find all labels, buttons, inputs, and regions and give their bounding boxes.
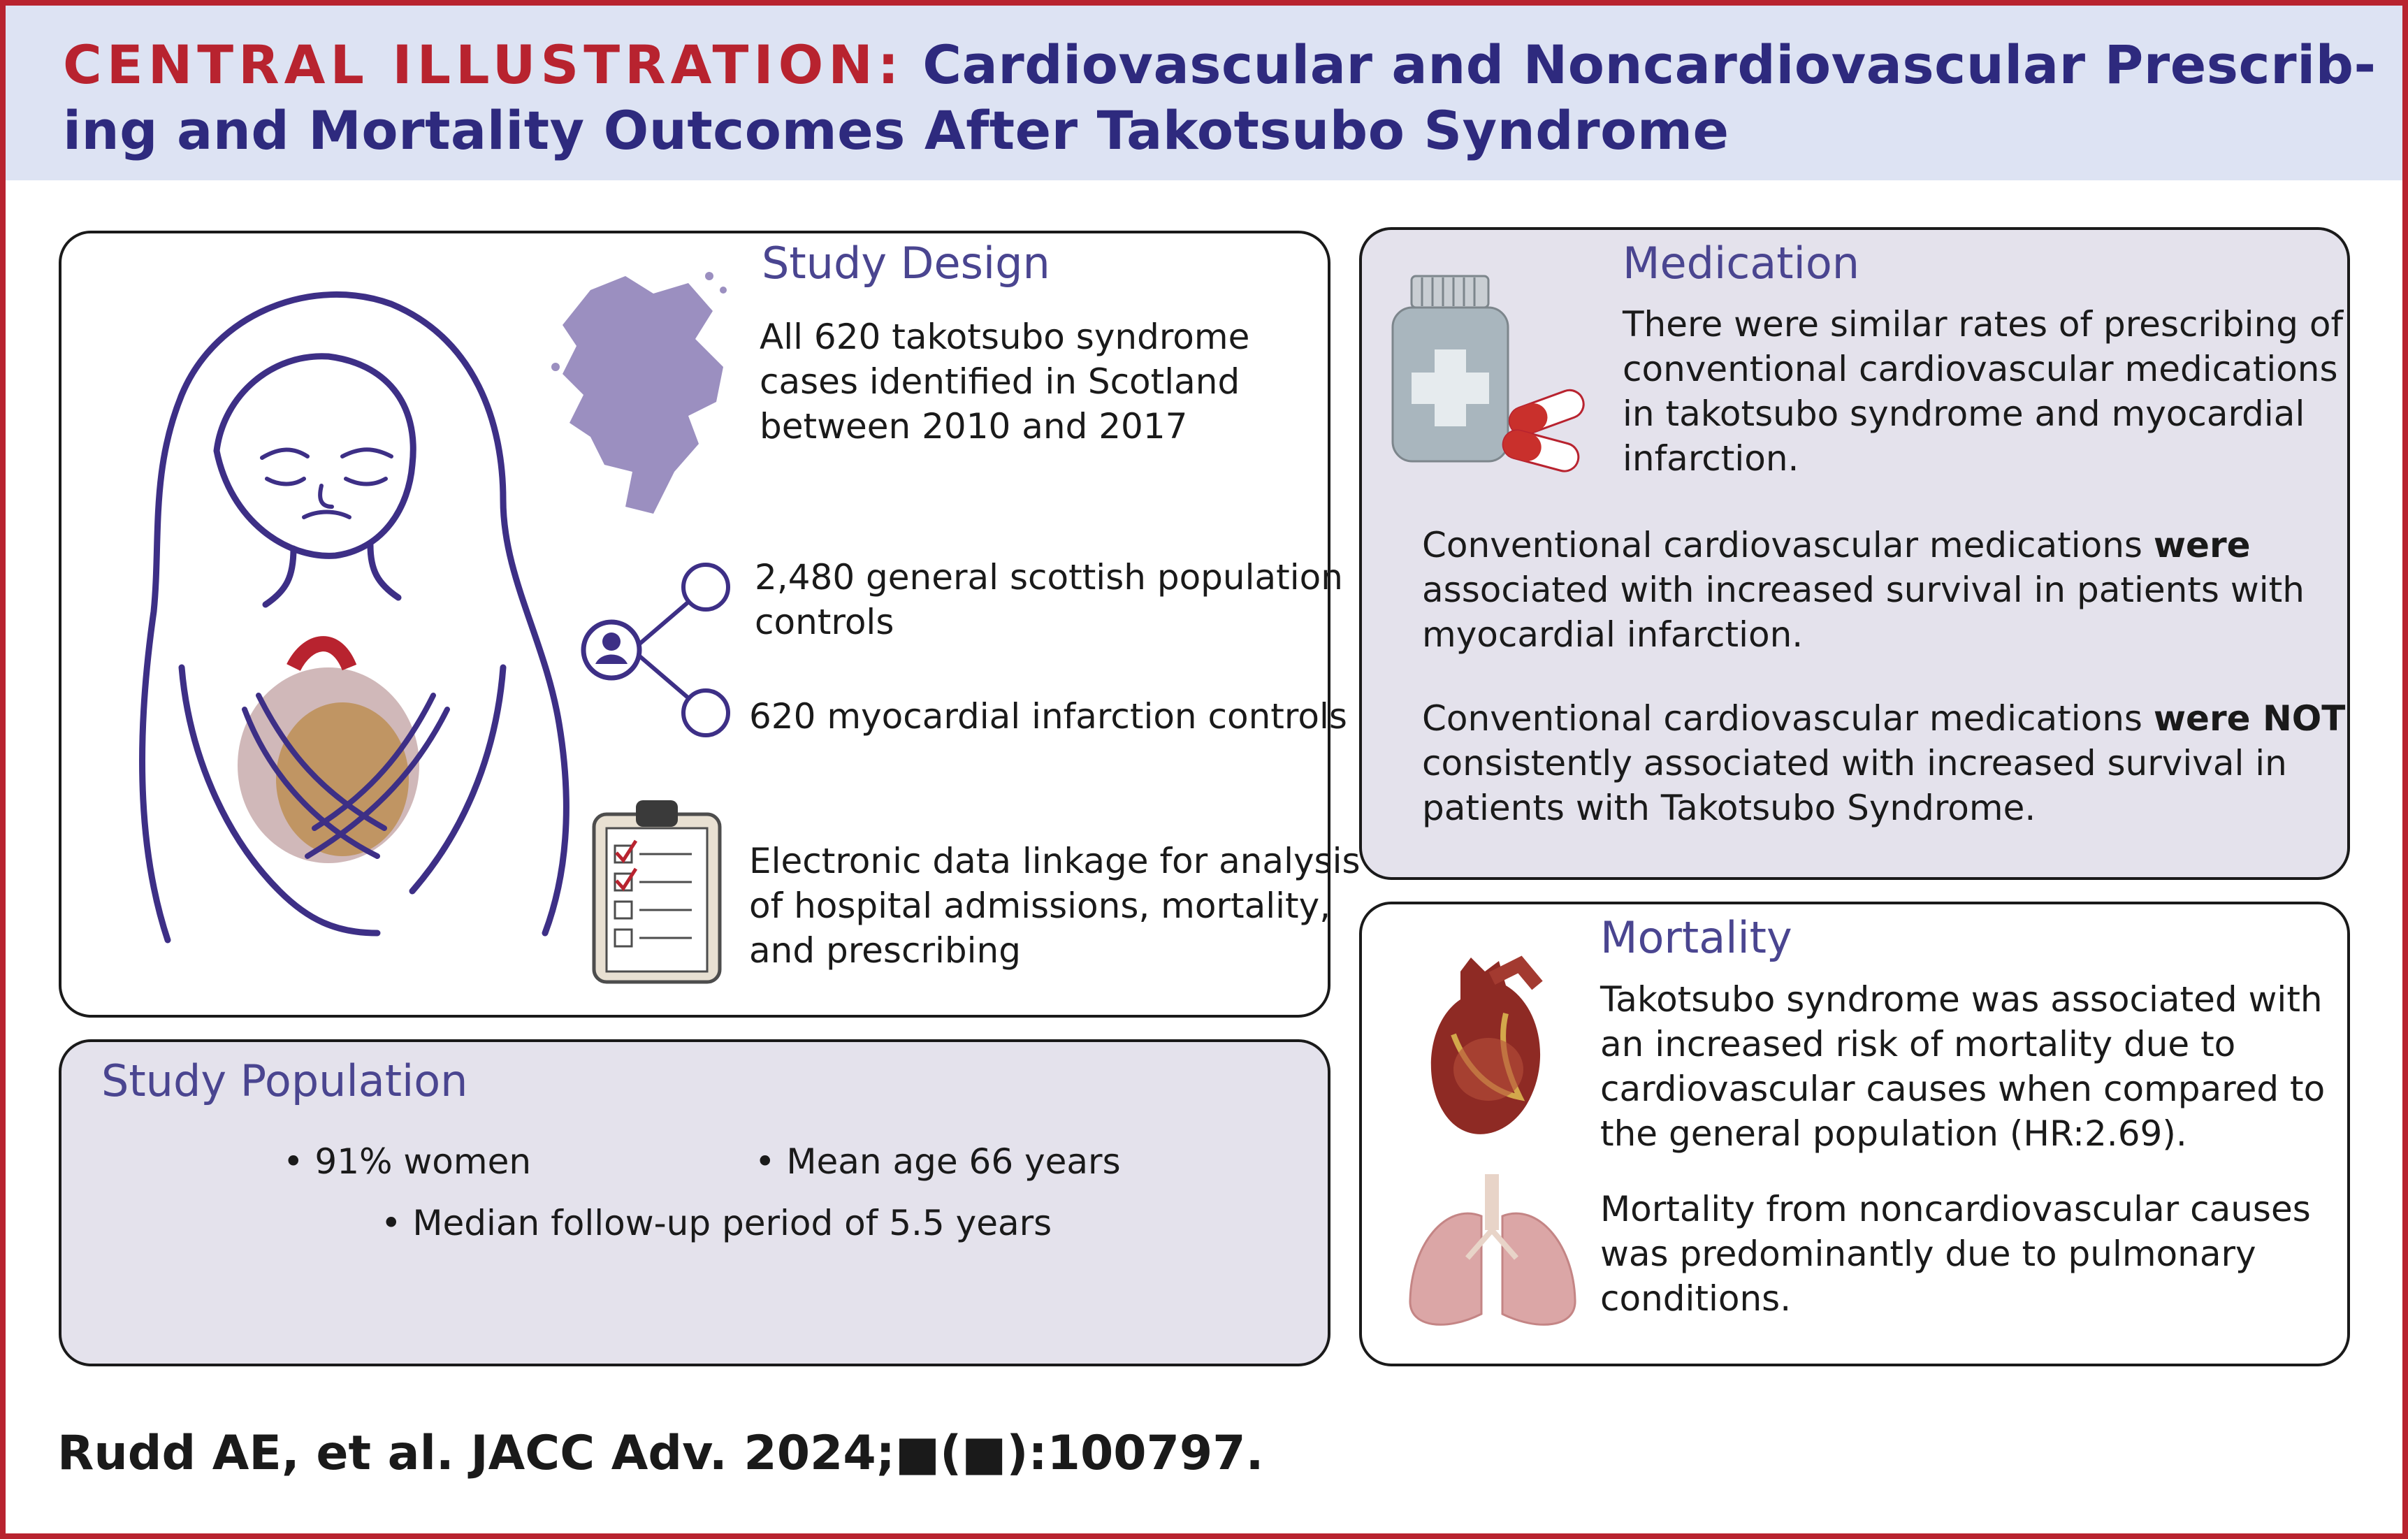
study-design-title: Study Design	[762, 238, 1050, 289]
mortality-para-2-line: conditions.	[1600, 1278, 1792, 1319]
mortality-para-1	[1600, 977, 2325, 1156]
medication-para-3-line: patients with Takotsubo Syndrome.	[1422, 788, 2036, 828]
medication-para-3-bold: were NOT	[2153, 698, 2346, 739]
citation-text: Rudd AE, et al. JACC Adv. 2024;■(■):100797.	[57, 1426, 1264, 1481]
bullet-mean-age	[755, 1139, 1121, 1184]
medication-para-2	[1422, 523, 2305, 657]
mortality-para-1-line: Takotsubo syndrome was associated with	[1600, 979, 2323, 1020]
data-linkage-text	[749, 839, 1361, 973]
mi-controls-line: 620 myocardial infarction controls	[749, 696, 1347, 737]
medication-para-2-line: associated with increased survival in patients with	[1422, 570, 2305, 610]
linkage-line: of hospital admissions, mortality,	[749, 886, 1331, 926]
header-title-part-1: Cardiovascular and Noncardiovascular Prescrib-	[922, 34, 2377, 96]
study-population-title: Study Population	[101, 1055, 468, 1106]
general-controls-line: 2,480 general scottish population	[755, 557, 1343, 598]
medication-para-1-line: infarction.	[1623, 438, 1799, 479]
mortality-para-1-line: the general population (HR:2.69).	[1600, 1113, 2187, 1154]
medication-para-1-line: There were similar rates of prescribing of	[1623, 304, 2344, 345]
mortality-para-1-line: an increased risk of mortality due to	[1600, 1024, 2236, 1064]
cases-line: cases identified in Scotland	[760, 361, 1240, 402]
general-controls-text	[755, 555, 1343, 644]
bullet-mean-age-text: • Mean age 66 years	[755, 1141, 1121, 1182]
header-title-line-2: ing and Mortality Outcomes After Takotsubo Syndrome	[63, 99, 1729, 161]
scotland-map-icon	[549, 262, 737, 528]
cases-line: between 2010 and 2017	[760, 406, 1188, 447]
woman-chest-pain-illustration	[84, 276, 587, 968]
medication-para-2-line-1	[1422, 523, 2305, 568]
cases-line: All 620 takotsubo syndrome	[760, 317, 1250, 357]
general-controls-line: controls	[755, 602, 894, 642]
bullet-women	[283, 1139, 531, 1184]
clipboard-checklist-icon	[587, 793, 727, 989]
medication-para-1-line: in takotsubo syndrome and myocardial	[1623, 393, 2305, 434]
bullet-women-text: • 91% women	[283, 1141, 532, 1182]
medication-title: Medication	[1623, 238, 1860, 289]
medication-para-1	[1623, 302, 2343, 481]
lungs-icon	[1405, 1174, 1579, 1335]
mortality-title: Mortality	[1600, 912, 1792, 963]
heart-icon	[1422, 958, 1551, 1146]
study-design-cases-text	[760, 315, 1249, 449]
medication-para-3-line: consistently associated with increased survival in	[1422, 743, 2287, 783]
linkage-line: and prescribing	[749, 930, 1021, 971]
mortality-para-1-line: cardiovascular causes when compared to	[1600, 1069, 2326, 1109]
medication-para-2-pre: Conventional cardiovascular medications	[1422, 525, 2154, 565]
medication-para-2-bold: were	[2153, 525, 2251, 565]
medication-para-1-line: conventional cardiovascular medications	[1623, 349, 2338, 389]
linkage-line: Electronic data linkage for analysis	[749, 841, 1361, 881]
medication-para-3-pre: Conventional cardiovascular medications	[1422, 698, 2154, 739]
bullet-followup	[381, 1201, 1052, 1245]
header-banner	[6, 6, 2402, 180]
bullet-followup-text: • Median follow-up period of 5.5 years	[381, 1203, 1052, 1243]
mortality-para-2-line: was predominantly due to pulmonary	[1600, 1234, 2256, 1274]
central-illustration-tag: CENTRAL ILLUSTRATION:	[63, 34, 904, 96]
mortality-para-2-line: Mortality from noncardiovascular causes	[1600, 1189, 2311, 1229]
pill-bottle-icon	[1387, 269, 1597, 472]
medication-para-2-line: myocardial infarction.	[1422, 614, 1804, 655]
mi-controls-text	[749, 694, 1347, 739]
medication-para-3-line-1	[1422, 696, 2345, 741]
medication-para-3	[1422, 696, 2345, 830]
controls-network-icon	[580, 559, 734, 741]
mortality-para-2	[1600, 1187, 2311, 1321]
header-title-line-1	[63, 32, 2402, 98]
